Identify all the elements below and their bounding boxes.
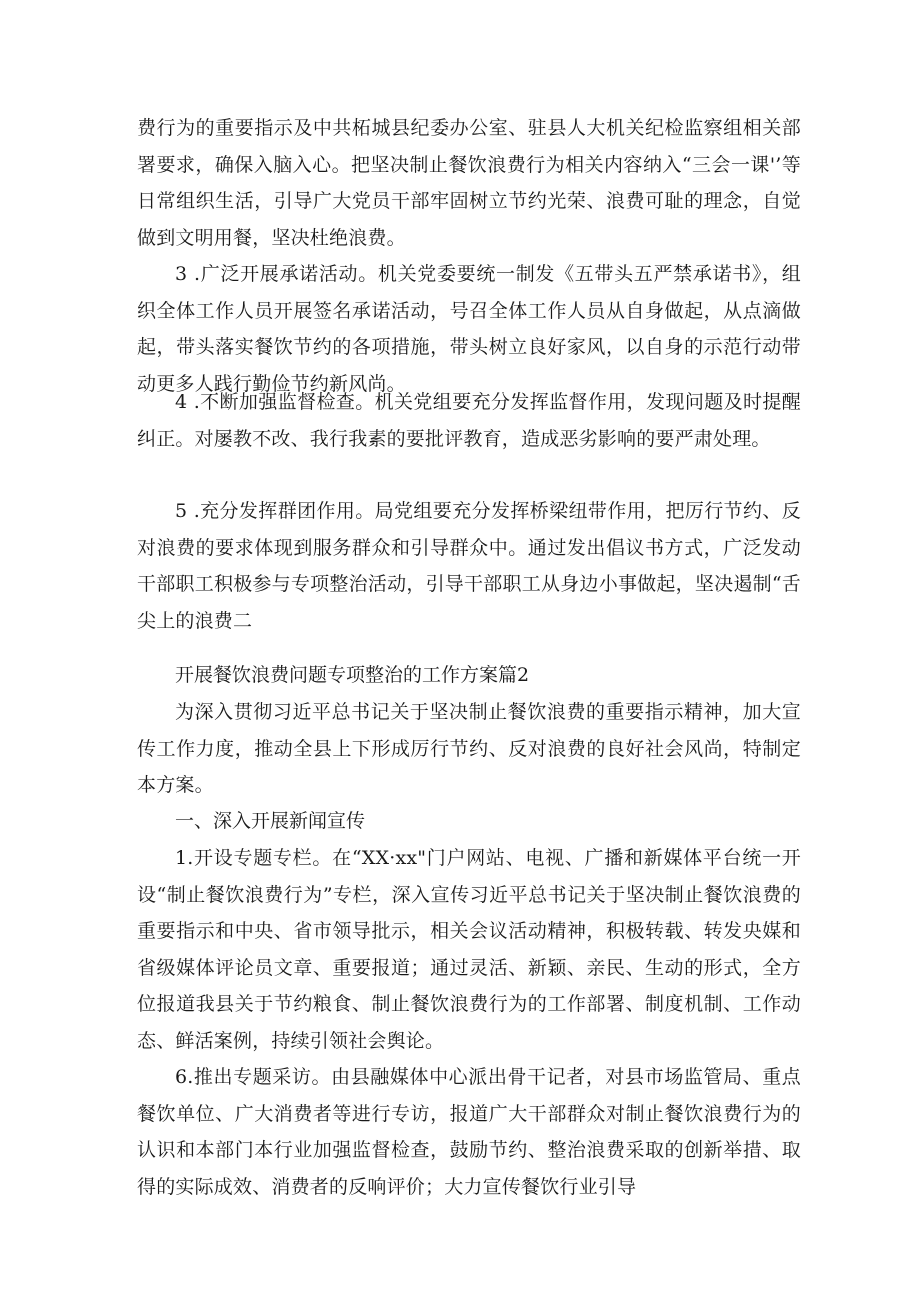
paragraph-intro: 为深入贯彻习近平总书记关于坚决制止餐饮浪费的重要指示精神，加大宣传工作力度，推动全县上下形成厉行节约、反对浪费的良好社会风尚，特制定本方案。	[137, 701, 801, 796]
paragraph-continuation: 费行为的重要指示及中共柘城县纪委办公室、驻县人大机关纪检监察组相关部署要求，确保入脑入心。把坚决制止餐饮浪费行为相关内容纳入“三会一课'’等日常组织生活，引导广大党员干部牢固树立节约光荣、浪费可耻的理念，自觉做到文明用餐，坚决杜绝浪费。	[137, 117, 801, 249]
paragraph-item-5: 5 .充分发挥群团作用。局党组要充分发挥桥梁纽带作用，把厉行节约、反对浪费的要求体现到服务群众和引导群众中。通过发出倡议书方式，广泛发动干部职工积极参与专项整治活动，引导干部职工从身边小事做起，坚决遏制“舌尖上的浪费二	[137, 500, 801, 632]
paragraph-item-3: 3 .广泛开展承诺活动。机关党委要统一制发《五带头五严禁承诺书》，组织全体工作人员开展签名承诺活动，号召全体工作人员从自身做起，从点滴做起，带头落实餐饮节约的各项措施，带头树立良好家风，以自身的示范行动带动更多人践行勤俭节约新风尚。	[137, 263, 801, 395]
section-heading: 开展餐饮浪费问题专项整治的工作方案篇2	[175, 664, 530, 686]
subsection-heading: 一、深入开展新闻宣传	[175, 810, 366, 832]
paragraph-item-6: 6.推出专题采访。由县融媒体中心派出骨干记者，对县市场监管局、重点餐饮单位、广大消费者等进行专访，报道广大干部群众对制止餐饮浪费行为的认识和本部门本行业加强监督检查，鼓励节约、整治浪费采取的创新举措、取得的实际成效、消费者的反响评价；大力宣传餐饮行业引导	[137, 1066, 801, 1198]
paragraph-item-4: 4 .不断加强监督检查。机关党组要充分发挥监督作用，发现问题及时提醒纠正。对屡教不改、我行我素的要批评教育，造成恶劣影响的要严肃处理。	[137, 391, 801, 450]
paragraph-item-1: 1.开设专题专栏。在“XX·xx"门户网站、电视、广播和新媒体平台统一开设“制止餐饮浪费行为”专栏，深入宣传习近平总书记关于坚决制止餐饮浪费的重要指示和中央、省市领导批示，相关会议活动精神，积极转载、转发央媒和省级媒体评论员文章、重要报道；通过灵活、新颖、亲民、生动的形式，全方位报道我县关于节约粮食、制止餐饮浪费行为的工作部署、制度机制、工作动态、鲜活案例，持续引领社会舆论。	[137, 847, 801, 1052]
